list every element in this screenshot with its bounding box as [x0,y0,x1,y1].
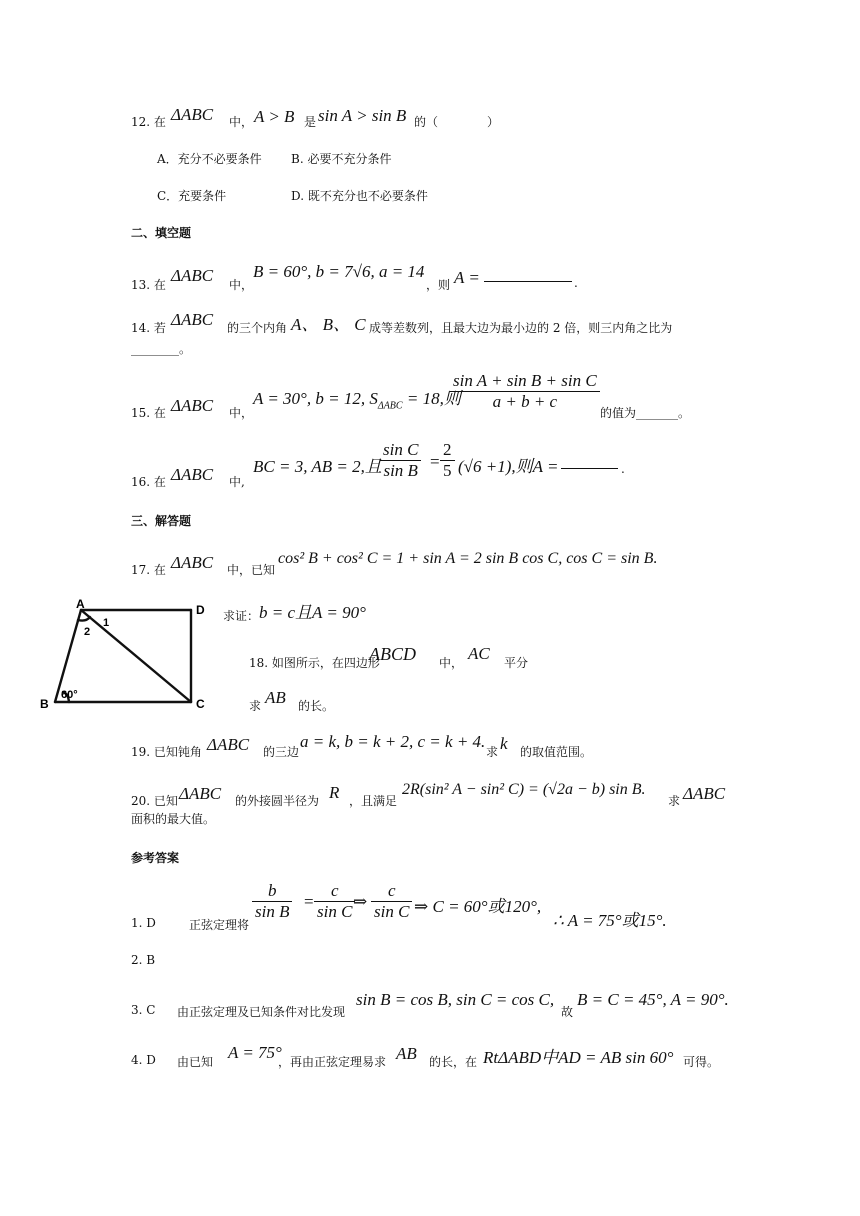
q15-fraction: $\frac{\text{sin A + sin B + sin C}}{a + b + c}$ [450,371,600,412]
answer-4-number: 4. D [131,1053,156,1067]
q16-dot: . [621,462,625,476]
q12-option-c: C．充要条件 [157,189,227,203]
q12-condition2: sin A > sin B [318,106,407,125]
q16-equals: = [430,452,440,471]
q20-r: R [329,783,340,802]
q17-number: 17. 在 [131,563,166,577]
q13-then: ，则 [426,278,451,292]
q20-triangle: ΔABC [179,784,222,803]
answer-1-fraction3: $\frac{c}{\text{sin C}}$ [371,881,412,922]
q18-bisect: 平分 [504,656,529,670]
q16-number: 16. 在 [131,475,166,489]
q13-answer-blank [484,272,572,282]
q20-triangle2: ΔABC [683,784,726,803]
q19-text: 的三边 [263,745,300,759]
answer-3-text: 由正弦定理及已知条件对比发现 [177,1005,346,1019]
q18-ab: AB [265,688,286,707]
q14-number: 14. 若 [131,321,166,335]
q14-triangle: ΔABC [171,310,214,329]
figure-label-c: C [196,697,205,711]
q16-triangle: ΔABC [171,465,214,484]
q18-ac: AC [468,644,490,663]
q13-triangle: ΔABC [171,266,214,285]
q14-angles: A、 B、 C [291,315,366,334]
q18-length: 的长。 [298,699,335,713]
q12-option-d: D. 既不充分也不必要条件 [291,189,428,203]
q15-number: 15. 在 [131,406,166,420]
q12-text-is: 是 [304,115,317,129]
q17-prove-expression: b = c且A = 90° [259,603,366,622]
q12-text-close: ） [487,115,500,129]
quadrilateral-figure [38,598,218,714]
q19-number: 19. 已知钝角 [131,745,202,759]
answer-4-text3: 的长，在 [429,1055,478,1069]
answer-1-result: ⇒ C = 60°或120°, [414,897,542,916]
q12-option-a: A．充分不必要条件 [157,152,262,166]
q14-text1: 的三个内角 [227,321,288,335]
q13-text: 中， [229,278,254,292]
q14-text2: 成等差数列，且最大边为最小边的 2 倍，则三内角之比为 [369,321,673,335]
q19-expression: a = k, b = k + 2, c = k + 4. [300,732,486,751]
q20-expression: 2R(sin² A − sin² C) = (√2a − b) sin B. [402,781,646,798]
q13-number: 13. 在 [131,278,166,292]
q12-text: 中， [229,115,254,129]
answers-heading: 参考答案 [131,851,180,865]
q16-expression: BC = 3, AB = 2,且 [253,457,382,476]
q20-ask: 求 [668,794,681,808]
figure-label-a: A [76,598,85,611]
q18-text: 18. 如图所示，在四边形 [249,656,380,670]
q16-answer-blank [561,459,618,469]
q12-condition: A > B [254,107,295,126]
answer-4-text: 由已知 [177,1055,214,1069]
q15-triangle: ΔABC [171,396,214,415]
q12-number: 12. 在 [131,115,166,129]
section-heading-solutions: 三、解答题 [131,514,192,528]
q18-mid: 中， [439,656,464,670]
q20-text2: ，且满足 [349,794,398,808]
answer-2-number: 2. B [131,953,156,967]
q16-fraction: $\frac{\text{sin C}}{\text{sin B}}$ [380,440,421,481]
answer-4-ab: AB [396,1044,417,1063]
answer-3-so: 故 [561,1005,574,1019]
answer-3-number: 3. C [131,1003,156,1017]
answer-1-fraction1: $\frac{b}{\text{sin B}}$ [252,881,292,922]
q17-expression: cos² B + cos² C = 1 + sin A = 2 sin B cos C, cos C = sin B. [278,550,658,567]
q15-tail: 的值为_______。 [600,406,691,420]
q12-triangle: ΔABC [171,105,214,124]
answer-3-result: B = C = 45°, A = 90°. [577,990,729,1009]
answer-1-fraction2: $\frac{c}{\text{sin C}}$ [314,881,355,922]
answer-1-equals: = [304,892,314,911]
q12-option-b: B. 必要不充分条件 [291,152,392,166]
q14-blank: ________。 [131,342,192,356]
figure-angle-1: 1 [103,617,110,629]
q17-triangle: ΔABC [171,553,214,572]
q13-answer-label: A = [454,268,480,287]
answer-1-therefore: ∴ A = 75°或15°. [553,911,667,930]
q16-paren: (√6 +1),则A = [458,457,559,476]
figure-angle-2: 2 [84,626,91,638]
answer-4-tail: 可得。 [683,1055,720,1069]
figure-label-b: B [40,697,49,711]
section-heading-fill-in: 二、填空题 [131,226,192,240]
answer-4-expression2: RtΔABD中AD = AB sin 60° [483,1048,674,1067]
q15-expression: A = 30°, b = 12, $S_{\Delta ABC} = 18$,则 [253,389,461,412]
answer-4-expression: A = 75° [228,1043,282,1062]
q18-ask: 求 [249,699,262,713]
q20-number: 20. 已知 [131,794,178,808]
q12-text-of: 的（ [414,115,439,129]
figure-label-d: D [196,603,205,617]
q13-period: . [574,276,578,290]
answer-1-text: 正弦定理将 [189,918,250,932]
q13-expression: B = 60°, b = 7√6, a = 14 [253,262,425,281]
q15-text: 中， [229,406,254,420]
q19-tail: 的取值范围。 [520,745,593,759]
q17-prove-label: 求证： [223,609,260,623]
q20-text: 的外接圆半径为 [235,794,320,808]
q16-fraction2: $\frac{2}{5}$ [440,440,455,481]
q16-text: 中, [229,475,245,489]
q19-ask: 求 [486,745,499,759]
answer-1-arrow: ⇒ [353,892,368,911]
q19-k: k [500,734,508,753]
answer-1-number: 1. D [131,916,156,930]
answer-3-expression: sin B = cos B, sin C = cos C, [356,990,555,1009]
q20-line2: 面积的最大值。 [131,812,216,826]
q17-text: 中，已知 [227,563,276,577]
q18-quadrilateral: ABCD [369,644,416,664]
q19-triangle: ΔABC [207,735,250,754]
figure-angle-60: 60° [61,689,78,701]
answer-4-text2: ，再由正弦定理易求 [278,1055,387,1069]
